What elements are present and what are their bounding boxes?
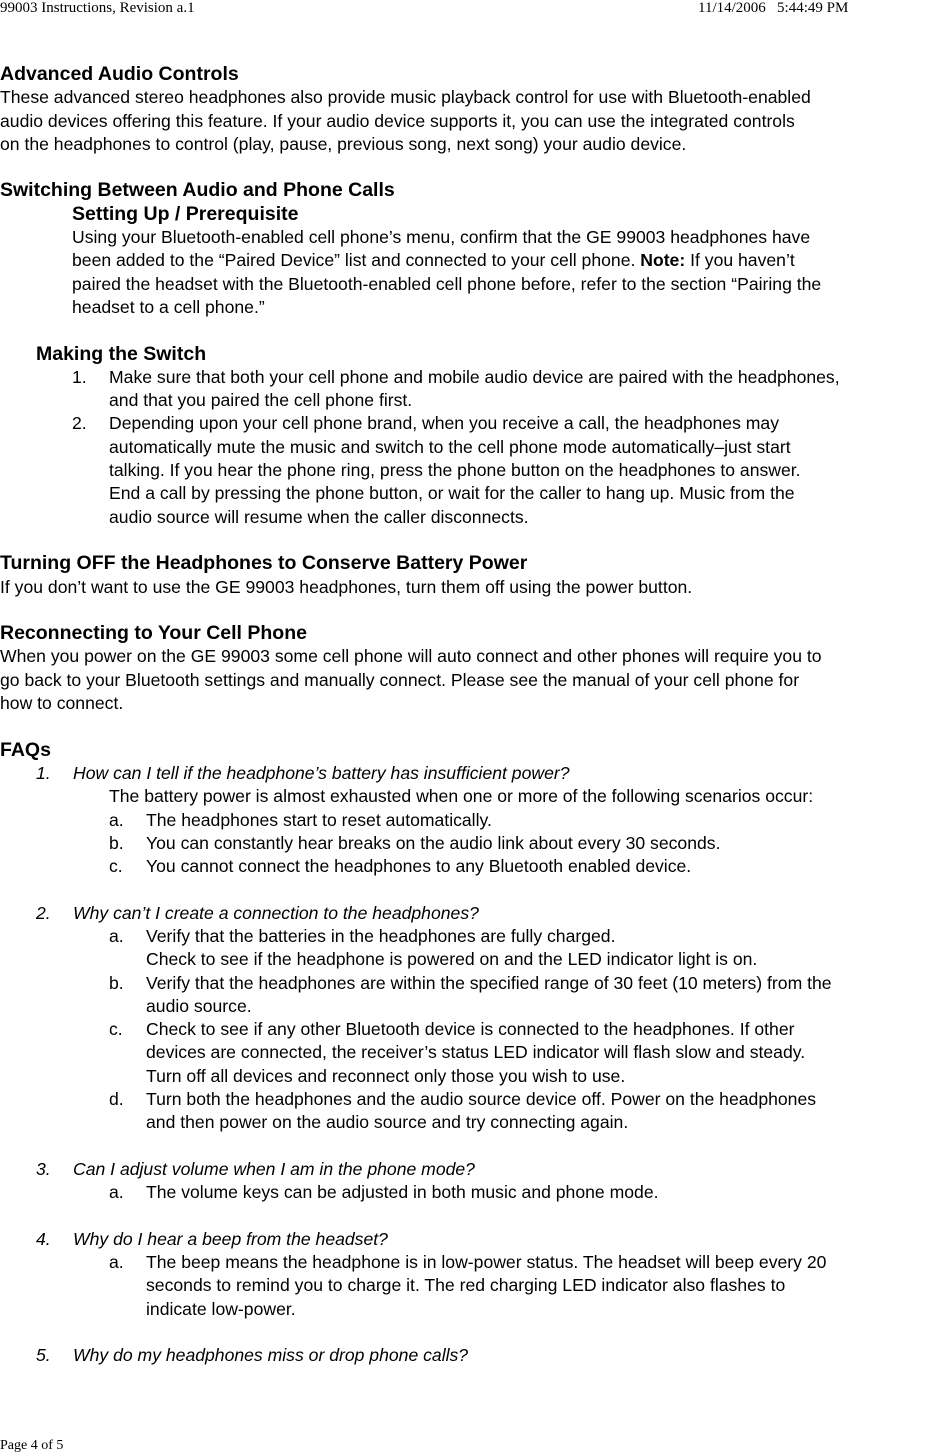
faq-answer-item <box>0 972 952 1019</box>
list-letter: a. <box>109 1182 124 1203</box>
faq-number: 1. <box>36 762 51 783</box>
list-number: 2. <box>72 413 87 434</box>
paragraph-line <box>0 249 952 272</box>
faq-question-text: Why can’t I create a connection to the headphones? <box>73 902 479 923</box>
paragraph-line: on the headphones to control (play, pause, previous song, next song) your audio device. <box>0 133 687 154</box>
paragraph-line: how to connect. <box>0 693 124 714</box>
list-item <box>0 412 952 528</box>
faq-question-text: Can I adjust volume when I am in the phone mode? <box>73 1158 475 1179</box>
section-title-reconnecting: Reconnecting to Your Cell Phone <box>0 622 307 645</box>
faq-question-text: How can I tell if the headphone’s battery has insufficient power? <box>73 762 570 783</box>
faq-answer-item <box>0 1088 952 1135</box>
list-letter: b. <box>109 972 124 993</box>
list-text: Make sure that both your cell phone and mobile audio device are paired with the headphones, <box>109 366 840 387</box>
list-text: seconds to remind you to charge it. The red charging LED indicator also flashes to <box>146 1275 786 1296</box>
list-text: End a call by pressing the phone button, or wait for the caller to hang up. Music from the <box>109 483 795 504</box>
faq-answer-item <box>0 832 952 855</box>
faq-number: 5. <box>36 1345 51 1366</box>
paragraph-line: Using your Bluetooth-enabled cell phone’s menu, confirm that the GE 99003 headphones have <box>72 227 811 248</box>
paragraph-text: If you haven’t <box>685 250 795 271</box>
faq-question <box>0 1158 952 1181</box>
paragraph-text: been added to the “Paired Device” list and connected to your cell phone. <box>72 250 641 271</box>
page-header-title: 99003 Instructions, Revision a.1 <box>0 0 195 16</box>
faq-answer-item <box>0 1018 952 1088</box>
list-text: indicate low-power. <box>146 1298 296 1319</box>
list-text: Verify that the batteries in the headphones are fully charged. <box>146 925 616 946</box>
list-text: and then power on the audio source and try connecting again. <box>146 1112 629 1133</box>
list-letter: a. <box>109 809 124 830</box>
list-letter: d. <box>109 1089 124 1110</box>
list-text: Check to see if the headphone is powered on and the LED indicator light is on. <box>146 949 758 970</box>
faq-question <box>0 762 952 785</box>
faq-answer-item <box>0 809 952 832</box>
page-header-timestamp: 11/14/2006 5:44:49 PM <box>698 0 849 16</box>
list-letter: c. <box>109 1019 123 1040</box>
list-text: Check to see if any other Bluetooth device is connected to the headphones. If other <box>146 1019 795 1040</box>
section-title-switching: Switching Between Audio and Phone Calls <box>0 179 395 202</box>
list-text: and that you paired the cell phone first. <box>109 390 413 411</box>
page-footer-number: Page 4 of 5 <box>0 1438 64 1453</box>
list-letter: b. <box>109 832 124 853</box>
faq-question <box>0 1228 952 1251</box>
paragraph-line: paired the headset with the Bluetooth-enabled cell phone before, refer to the section “Pairing the <box>72 273 822 294</box>
faq-number: 3. <box>36 1158 51 1179</box>
list-text: You can constantly hear breaks on the audio link about every 30 seconds. <box>146 832 721 853</box>
faq-answer-item <box>0 925 952 972</box>
paragraph-line: go back to your Bluetooth settings and manually connect. Please see the manual of your cell phone for <box>0 669 800 690</box>
list-text: The headphones start to reset automatically. <box>146 809 492 830</box>
list-text: talking. If you hear the phone ring, press the phone button on the headphones to answer. <box>109 460 801 481</box>
list-text: Depending upon your cell phone brand, when you receive a call, the headphones may <box>109 413 779 434</box>
section-title-advanced: Advanced Audio Controls <box>0 63 239 85</box>
list-text: Turn off all devices and reconnect only those you wish to use. <box>146 1065 626 1086</box>
list-item <box>0 366 952 413</box>
faq-number: 2. <box>36 902 51 923</box>
faq-question-text: Why do I hear a beep from the headset? <box>73 1228 388 1249</box>
faq-question <box>0 902 952 925</box>
list-text: You cannot connect the headphones to any Bluetooth enabled device. <box>146 856 692 877</box>
paragraph-line: If you don’t want to use the GE 99003 headphones, turn them off using the power button. <box>0 576 693 597</box>
faq-answer-item <box>0 1251 952 1321</box>
list-text: automatically mute the music and switch to the cell phone mode automatically–just start <box>109 436 791 457</box>
faq-question-text: Why do my headphones miss or drop phone calls? <box>73 1345 469 1366</box>
list-text: The beep means the headphone is in low-power status. The headset will beep every 20 <box>146 1252 827 1273</box>
paragraph-line: headset to a cell phone.” <box>72 296 265 317</box>
list-number: 1. <box>72 366 87 387</box>
faq-question <box>0 1344 952 1367</box>
list-letter: a. <box>109 1252 124 1273</box>
list-text: devices are connected, the receiver’s status LED indicator will flash slow and steady. <box>146 1042 806 1063</box>
faq-answer-item <box>0 855 952 878</box>
paragraph-line: audio devices offering this feature. If your audio device supports it, you can use the integrated controls <box>0 110 795 131</box>
subsection-title-making-switch: Making the Switch <box>36 342 207 365</box>
faq-answer-item <box>0 1181 952 1204</box>
list-text: audio source. <box>146 995 252 1016</box>
faq-intro: The battery power is almost exhausted when one or more of the following scenarios occur: <box>109 786 814 807</box>
faq-number: 4. <box>36 1228 51 1249</box>
list-letter: c. <box>109 856 123 877</box>
list-text: Turn both the headphones and the audio source device off. Power on the headphones <box>146 1089 817 1110</box>
paragraph-line: When you power on the GE 99003 some cell phone will auto connect and other phones will require you to <box>0 646 822 667</box>
list-text: The volume keys can be adjusted in both music and phone mode. <box>146 1182 659 1203</box>
subsection-title-setup: Setting Up / Prerequisite <box>72 202 299 225</box>
list-letter: a. <box>109 925 124 946</box>
section-title-faqs: FAQs <box>0 738 51 761</box>
note-label: Note: <box>640 250 686 271</box>
paragraph-line: These advanced stereo headphones also provide music playback control for use with Bluetooth-enabled <box>0 87 811 108</box>
list-text: Verify that the headphones are within the specified range of 30 feet (10 meters) from the <box>146 972 832 993</box>
list-text: audio source will resume when the caller disconnects. <box>109 506 529 527</box>
document-body <box>0 63 952 1368</box>
section-title-turning-off: Turning OFF the Headphones to Conserve Battery Power <box>0 552 528 575</box>
